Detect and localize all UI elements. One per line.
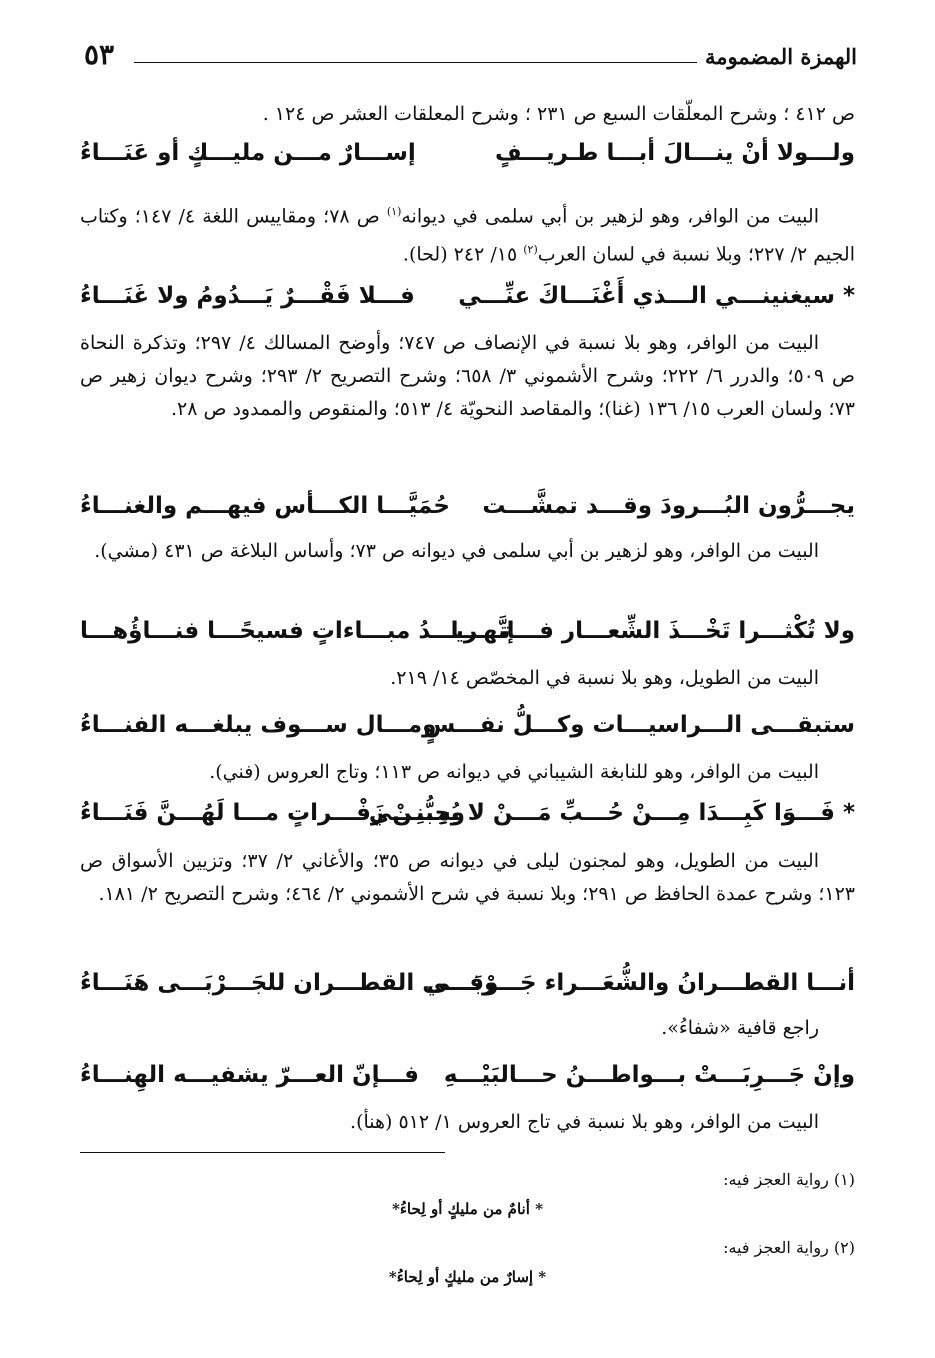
verse-first-hemistich: ولـــولا أنْ ينـــالَ أبـــا طـريـــفٍ bbox=[495, 140, 855, 166]
verse-line bbox=[80, 283, 855, 321]
verse-line bbox=[80, 712, 855, 750]
verse-first-hemistich: ستبقـــى الـــراسيـــات وكـــلُّ نفـــسٍ bbox=[423, 712, 855, 738]
star-mark: * bbox=[842, 800, 855, 826]
verse-line bbox=[80, 1062, 855, 1100]
verse-second-hemistich: تـــريـــدُ مبـــاءاتٍ فسيحًـــا فنـــاؤُهـــا bbox=[80, 618, 511, 644]
verse-second-hemistich: فـــإنّ العـــرّ يشفيـــه الهِنـــاءُ bbox=[80, 1062, 419, 1088]
verse-line bbox=[80, 618, 855, 656]
footnote bbox=[80, 1238, 855, 1286]
footnote-verse: * إسارٌ من مليكٍ أو لِحاءُ* bbox=[388, 1268, 547, 1286]
paragraph: البيت من الوافر، وهو للنابغة الشيباني في ديوانه ص ١١٣؛ وتاج العروس (فني). bbox=[209, 761, 819, 783]
footnote bbox=[80, 1170, 855, 1218]
verse-first-hemistich: ولا تُكْثـــرا تَخْـــذَ الشِّعـــار فـــإنَّهـــا bbox=[450, 618, 855, 644]
paragraph: البيت من الوافر، وهو بلا نسبة في تاج العروس ١/ ٥١٢ (هنأ). bbox=[350, 1111, 819, 1133]
paragraph: البيت من الوافر، وهو لزهير بن أبي سلمى في ديوانه ص ٧٣؛ وأساس البلاغة ص ٤٣١ (مشي). bbox=[94, 540, 819, 562]
verse-first-hemistich: * سيغنينـــي الـــذي أَغْنَـــاكَ عنِّـــي bbox=[458, 283, 855, 309]
footnote-ref[interactable]: (١) bbox=[386, 205, 402, 218]
verse-second-hemistich: إســـارٌ مـــن مليـــكٍ أو عَنَـــاءُ bbox=[80, 140, 416, 166]
paragraph: البيت من الوافر، وهو لزهير بن أبي سلمى في ديوانه$^{(١)}$ ص ٧٨؛ ومقاييس اللغة ٤/ ١٤٧؛ وكتاب الجيم ٢/ ٢٢٧؛ وبلا نسبة في لسان العرب$^{(٢)}$ ١٥/ ٢٤٢ (لحا). bbox=[80, 205, 855, 266]
paragraph: البيت من الطويل، وهو بلا نسبة في المخصّص ١٤/ ٢١٩. bbox=[390, 667, 819, 689]
verse-line bbox=[80, 493, 855, 531]
page-number: ٥٣ bbox=[84, 38, 115, 71]
verse-line bbox=[80, 140, 855, 178]
footnote-ref[interactable]: (٢) bbox=[523, 243, 538, 257]
header-rule bbox=[134, 62, 697, 63]
paragraph: البيت من الوافر، وهو بلا نسبة في الإنصاف ص ٧٤٧؛ وأوضح المسالك ٤/ ٢٩٧؛ وتذكرة النحاة ص ٥٠٩؛ والدرر ٦/ ٢٢٢؛ وشرح الأشموني ٣/ ٦٥٨؛ وشرح التصريح ٢/ ٢٩٣؛ وشرح ديوان زهير ص ٧٣؛ ولسان العرب ١٥/ ١٣٦ (غنا)؛ والمقاصد النحويّة ٤/ ٥١٣؛ والمنقوص والممدود ص ٢٨. bbox=[80, 332, 855, 420]
verse-first-hemistich: وإنْ جَـــرِبَـــتْ بـــواطـــنُ حـــالبَيْـــهِ bbox=[443, 1062, 855, 1088]
footnote-label: (٢) رواية العجز فيه: bbox=[723, 1238, 855, 1257]
verse-second-hemistich: ومِـــنْ زَفْـــراتٍ مـــا لَهُـــنَّ فَنَـــاءُ bbox=[80, 800, 466, 826]
paragraph: البيت من الطويل، وهو لمجنون ليلى في ديوانه ص ٣٥؛ والأغاني ٢/ ٣٧؛ وتزيين الأسواق ص ١٢٣؛ وشرح عمدة الحافظ ص ٢٩١؛ وبلا نسبة في شرح الأشموني ٢/ ٤٦٤؛ وشرح التصريح ٢/ ١٨١. bbox=[80, 850, 855, 905]
paragraph: ص ٤١٢ ؛ وشرح المعلّقات السبع ص ٢٣١ ؛ وشرح المعلقات العشر ص ١٢٤ . bbox=[262, 103, 855, 125]
verse-second-hemistich: وفـــي القطـــران للجَـــرْبَـــى هَنَـــاءُ bbox=[80, 970, 499, 996]
page-header bbox=[84, 38, 857, 74]
verse-first-hemistich: * فَـــوَا كَبِـــدَا مِـــنْ حُـــبِّ مَـــنْ لا يُحِبُّنِـــي bbox=[368, 800, 855, 826]
verse-first-hemistich: أنـــا القطـــرانُ والشُّعَـــراء جَـــرْبَـــى bbox=[426, 970, 855, 996]
verse-second-hemistich: ومـــال ســـوف يبلغـــه الفنـــاءُ bbox=[80, 712, 437, 738]
footnote-label: (١) رواية العجز فيه: bbox=[723, 1170, 855, 1189]
verse-second-hemistich: فـــلا فَقْـــرٌ يَـــدُومُ ولا غَنَـــاءُ bbox=[80, 283, 415, 309]
footnote-rule bbox=[80, 1152, 445, 1153]
star-mark: * bbox=[842, 283, 855, 309]
verse-line bbox=[80, 800, 855, 838]
footnote-verse: * أنامٌ من مليكٍ أو لِحاءُ* bbox=[392, 1200, 543, 1218]
paragraph: راجع قافية «شفاءُ». bbox=[661, 1017, 819, 1039]
verse-first-hemistich: يجـــرُّون البُـــرودَ وقـــد تمشَّـــت bbox=[482, 493, 855, 519]
verse-second-hemistich: حُمَيَّـــا الكـــأس فيهـــم والغنـــاءُ bbox=[80, 493, 450, 519]
verse-line bbox=[80, 970, 855, 1008]
running-title: الهمزة المضمومة bbox=[704, 44, 857, 69]
